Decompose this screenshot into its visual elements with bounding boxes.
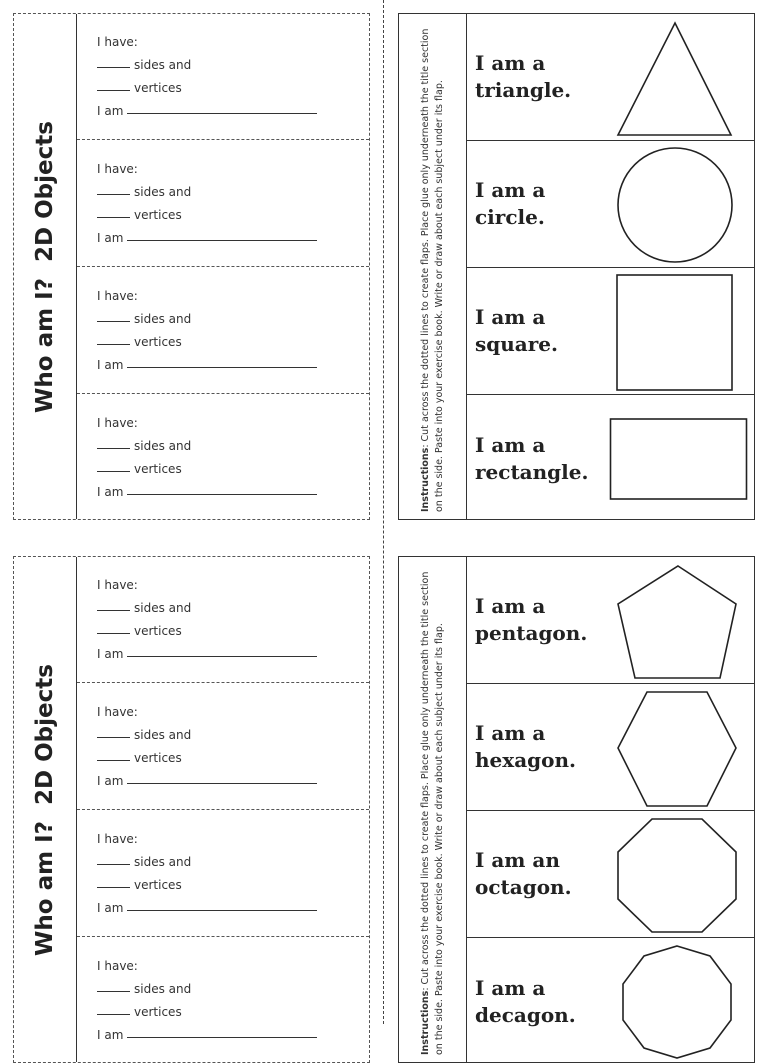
label-line-1: I am a (475, 721, 546, 745)
shape-row-triangle (467, 14, 754, 141)
prompt-row (77, 938, 369, 1064)
sides-label: sides and (134, 439, 192, 453)
i-am-label: I am (97, 1028, 124, 1042)
vertices-blank[interactable] (97, 887, 130, 888)
i-am-label: I am (97, 647, 124, 661)
i-am-blank[interactable] (127, 656, 317, 657)
vertices-line (97, 81, 182, 95)
i-am-line (97, 1028, 317, 1042)
instructions-text (419, 22, 447, 512)
i-am-line (97, 901, 317, 915)
sides-blank[interactable] (97, 448, 130, 449)
label-line-2: circle. (475, 205, 545, 229)
shape-row-square (467, 268, 754, 395)
prompt-row (77, 811, 369, 937)
i-am-label: I am (97, 358, 124, 372)
instructions-strip (399, 14, 467, 519)
sides-line (97, 312, 191, 326)
i-am-label: I am (97, 485, 124, 499)
instructions-label: Instructions (419, 447, 431, 512)
vertices-label: vertices (134, 335, 182, 349)
sides-blank[interactable] (97, 321, 130, 322)
vertices-label: vertices (134, 878, 182, 892)
shape-label (475, 304, 558, 358)
i-am-line (97, 485, 317, 499)
prompt-row (77, 14, 369, 140)
sides-label: sides and (134, 855, 192, 869)
vertices-line (97, 624, 182, 638)
label-line-1: I am a (475, 51, 546, 75)
label-line-1: I am a (475, 432, 546, 457)
sides-line (97, 728, 191, 742)
i-am-blank[interactable] (127, 1037, 317, 1038)
vertices-blank[interactable] (97, 760, 130, 761)
vertices-blank[interactable] (97, 344, 130, 345)
sides-line (97, 601, 191, 615)
sides-blank[interactable] (97, 737, 130, 738)
shape-label (475, 593, 587, 647)
label-line-1: I am a (475, 305, 546, 329)
shape-label (475, 975, 576, 1029)
i-am-blank[interactable] (127, 910, 317, 911)
i-am-line (97, 774, 317, 788)
i-am-label: I am (97, 901, 124, 915)
label-line-2: hexagon. (475, 748, 576, 772)
i-am-blank[interactable] (127, 367, 317, 368)
shape-row-octagon (467, 811, 754, 938)
vertices-blank[interactable] (97, 90, 130, 91)
title-strip (14, 557, 77, 1062)
prompt-row (77, 684, 369, 810)
sides-label: sides and (134, 185, 192, 199)
shape-row-pentagon (467, 557, 754, 684)
sides-label: sides and (134, 58, 192, 72)
i-am-label: I am (97, 231, 124, 245)
instructions-text (419, 565, 447, 1055)
i-am-blank[interactable] (127, 494, 317, 495)
prompt-row (77, 141, 369, 267)
prompt-row (77, 395, 369, 521)
i-am-blank[interactable] (127, 240, 317, 241)
label-line-2: triangle. (475, 78, 572, 102)
label-line-2: octagon. (475, 875, 572, 899)
sides-label: sides and (134, 982, 192, 996)
vertices-blank[interactable] (97, 217, 130, 218)
i-have-label: I have: (97, 959, 138, 973)
i-have-label: I have: (97, 416, 138, 430)
prompt-row (77, 268, 369, 394)
hexagon-shape (610, 686, 750, 808)
label-line-2: decagon. (475, 1002, 576, 1027)
shape-row-hexagon (467, 684, 754, 811)
vertical-title (32, 664, 58, 956)
title-2d-objects: 2D Objects (32, 120, 58, 262)
vertices-blank[interactable] (97, 1014, 130, 1015)
label-line-1: I am a (475, 594, 546, 618)
flap-sheet-2 (13, 556, 370, 1063)
label-line-2: square. (475, 332, 558, 356)
sides-label: sides and (134, 728, 192, 742)
instructions-body: : Cut across the dotted lines to create flaps. Place glue only underneath the title section on the side. Paste into your exercise book. Write or draw about each subject under its flap. (419, 571, 445, 1055)
vertices-label: vertices (134, 751, 182, 765)
i-am-line (97, 647, 317, 661)
i-am-line (97, 358, 317, 372)
vertices-line (97, 208, 182, 222)
flap-sheet-1 (13, 13, 370, 520)
i-have-label: I have: (97, 289, 138, 303)
shape-label (475, 50, 571, 104)
sides-blank[interactable] (97, 610, 130, 611)
prompt-row (77, 557, 369, 683)
vertices-blank[interactable] (97, 471, 130, 472)
sides-blank[interactable] (97, 194, 130, 195)
shape-row-circle (467, 141, 754, 268)
i-am-line (97, 231, 317, 245)
triangle-shape (610, 16, 750, 138)
shape-row-decagon (467, 938, 754, 1063)
sides-label: sides and (134, 312, 192, 326)
label-line-2: pentagon. (475, 621, 588, 645)
i-have-label: I have: (97, 162, 138, 176)
i-have-label: I have: (97, 35, 138, 49)
i-am-blank[interactable] (127, 113, 317, 114)
square-shape (610, 270, 750, 392)
i-am-line (97, 104, 317, 118)
decagon-shape (610, 940, 750, 1062)
instructions-body: : Cut across the dotted lines to create flaps. Place glue only underneath the title section on the side. Paste into your exercise book. Write or draw about each subject under its flap. (419, 28, 445, 512)
vertices-label: vertices (134, 624, 182, 638)
vertices-line (97, 462, 182, 476)
instructions-strip (399, 557, 467, 1062)
title-2d-objects: 2D Objects (32, 663, 58, 805)
shape-label (475, 432, 588, 486)
pentagon-shape (610, 559, 750, 681)
sides-blank[interactable] (97, 991, 130, 992)
rectangle-shape (605, 397, 750, 519)
i-am-blank[interactable] (127, 783, 317, 784)
shape-row-rectangle (467, 395, 754, 520)
vertices-label: vertices (134, 81, 182, 95)
vertical-cut-line (383, 0, 384, 1024)
vertices-label: vertices (134, 462, 182, 476)
label-line-1: I am an (475, 848, 560, 872)
label-line-1: I am a (475, 178, 546, 202)
vertices-label: vertices (134, 1005, 182, 1019)
instructions-label: Instructions (419, 990, 431, 1055)
vertices-label: vertices (134, 208, 182, 222)
sides-blank[interactable] (97, 67, 130, 68)
vertices-line (97, 751, 182, 765)
octagon-shape (610, 813, 750, 935)
vertices-line (97, 335, 182, 349)
sides-blank[interactable] (97, 864, 130, 865)
label-line-2: rectangle. (475, 459, 589, 484)
vertices-blank[interactable] (97, 633, 130, 634)
i-have-label: I have: (97, 578, 138, 592)
i-have-label: I have: (97, 832, 138, 846)
sides-line (97, 185, 191, 199)
shape-sheet-2 (398, 556, 755, 1063)
circle-shape (610, 143, 750, 265)
sides-label: sides and (134, 601, 192, 615)
label-line-1: I am a (475, 975, 546, 1000)
i-am-label: I am (97, 774, 124, 788)
i-have-label: I have: (97, 705, 138, 719)
title-strip (14, 14, 77, 519)
shape-label (475, 847, 572, 901)
vertices-line (97, 878, 182, 892)
shape-label (475, 720, 576, 774)
title-who-am-i: Who am I? (32, 277, 58, 413)
sides-line (97, 855, 191, 869)
sides-line (97, 58, 191, 72)
i-am-label: I am (97, 104, 124, 118)
shape-label (475, 177, 545, 231)
shape-sheet-1 (398, 13, 755, 520)
vertical-title (32, 121, 58, 413)
sides-line (97, 982, 191, 996)
title-who-am-i: Who am I? (32, 820, 58, 956)
vertices-line (97, 1005, 182, 1019)
sides-line (97, 439, 191, 453)
